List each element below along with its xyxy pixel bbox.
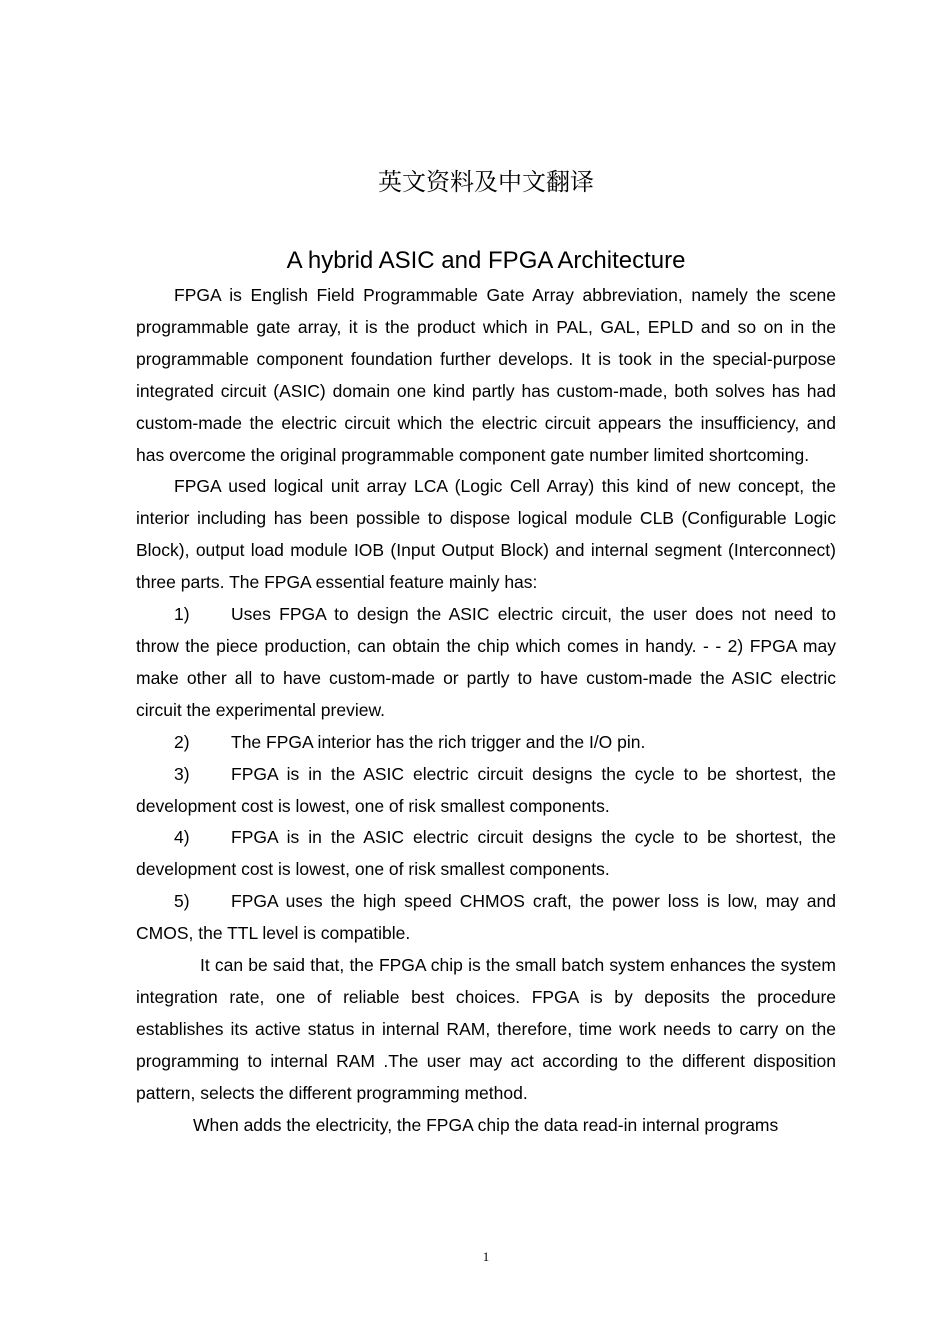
list-item-number: 3) xyxy=(174,763,190,784)
list-item-text: The FPGA interior has the rich trigger and the I/O pin. xyxy=(231,731,646,752)
list-item-number: 2) xyxy=(174,731,190,752)
paragraph-fpga-intro: FPGA is English Field Programmable Gate Array abbreviation, namely the scene programmable gate array, it is the product which in PAL, GAL, EPLD and so on in the programmable component foundation further develops. It is took in the special-purpose integrated circuit (ASIC) domain one kind partly has custom-made, both solves has had custom-made the electric circuit which the electric circuit appears the insufficiency, and has overcome the original programmable component gate number limited shortcoming. xyxy=(136,285,836,465)
paragraph-electricity: When adds the electricity, the FPGA chip the data read-in internal programs xyxy=(193,1114,779,1135)
list-item xyxy=(136,822,836,886)
page-number: 1 xyxy=(482,1249,490,1264)
list-item-text: FPGA is in the ASIC electric circuit designs the cycle to be shortest, the development cost is lowest, one of risk smallest components. xyxy=(136,763,836,816)
list-item-text: FPGA is in the ASIC electric circuit designs the cycle to be shortest, the development cost is lowest, one of risk smallest components. xyxy=(136,827,836,880)
chinese-title: 英文资料及中文翻译 xyxy=(378,168,594,196)
english-title: A hybrid ASIC and FPGA Architecture xyxy=(286,247,686,274)
list-item-number: 1) xyxy=(174,604,190,625)
list-item-number: 4) xyxy=(174,827,190,848)
list-item xyxy=(136,886,836,950)
list-item-text: FPGA uses the high speed CHMOS craft, the power loss is low, may and CMOS, the TTL level is compatible. xyxy=(136,891,836,944)
list-item xyxy=(136,599,836,727)
list-item xyxy=(136,727,836,759)
document-body xyxy=(136,280,836,1141)
paragraph-fpga-chip: It can be said that, the FPGA chip is the small batch system enhances the system integration rate, one of reliable best choices. FPGA is by deposits the procedure establishes its active status in internal RAM, therefore, time work needs to carry on the programming to internal RAM .The user may act according to the different disposition pattern, selects the different programming method. xyxy=(136,955,836,1103)
list-item-text: Uses FPGA to design the ASIC electric circuit, the user does not need to throw the piece production, can obtain the chip which comes in handy. - - 2) FPGA may make other all to have custom-made or partly to have custom-made the ASIC electric circuit the experimental preview. xyxy=(136,604,836,720)
paragraph-lca-concept: FPGA used logical unit array LCA (Logic Cell Array) this kind of new concept, the interior including has been possible to dispose logical module CLB (Configurable Logic Block), output load module IOB (Input Output Block) and internal segment (Interconnect) three parts. The FPGA essential feature mainly has: xyxy=(136,476,836,593)
list-item xyxy=(136,759,836,823)
list-item-number: 5) xyxy=(174,891,190,912)
